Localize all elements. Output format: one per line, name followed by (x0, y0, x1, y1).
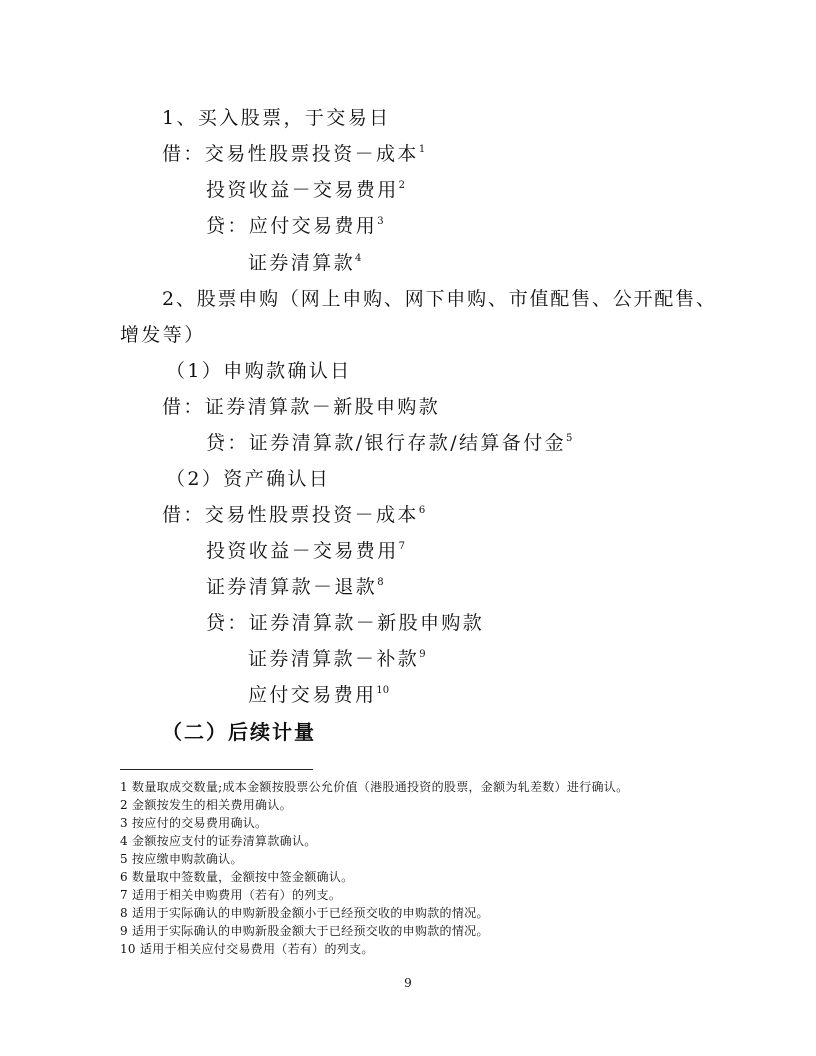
footnote-ref: 6 (418, 505, 426, 516)
footnote: 3 按应付的交易费用确认。 (120, 816, 268, 830)
footnote: 2 金额按发生的相关费用确认。 (120, 798, 292, 812)
footnote: 7 适用于相关申购费用（若有）的列支。 (120, 888, 342, 902)
credit-line: 贷：应付交易费用$^3$ (206, 215, 384, 237)
entry-heading-buy-stock: 1、买入股票，于交易日 (162, 107, 391, 129)
footnote: 6 数量取中签数量，金额按中签金额确认。 (120, 870, 354, 884)
footnote: 9 适用于实际确认的申购新股金额大于已经预交收的申购款的情况。 (120, 924, 489, 938)
footnote: 10 适用于相关应付交易费用（若有）的列支。 (120, 942, 374, 956)
credit-line: 证券清算款－补款$^9$ (248, 648, 426, 670)
footnote: 1 数量取成交数量;成本金额按股票公允价值（港股通投资的股票，金额为轧差数）进行确认。 (120, 780, 629, 794)
sub-heading-subscription-date: （1）申购款确认日 (166, 360, 352, 382)
footnote-ref: 3 (377, 216, 384, 227)
credit-line: 贷：证券清算款/银行存款/结算备付金$^5$ (206, 432, 573, 454)
entry-heading-ipo-subscription-cont: 增发等） (120, 324, 206, 346)
credit-line: 应付交易费用$^{10}$ (248, 684, 390, 706)
footnote: 8 适用于实际确认的申购新股金额小于已经预交收的申购款的情况。 (120, 906, 489, 920)
debit-line: 借：交易性股票投资－成本$^1$ (162, 143, 426, 165)
footnote-ref: 1 (418, 144, 426, 155)
credit-line: 贷：证券清算款－新股申购款 (206, 612, 485, 634)
debit-line: 证券清算款－退款$^8$ (206, 576, 384, 598)
footnote: 4 金额按应支付的证券清算款确认。 (120, 834, 317, 848)
footnote-ref: 4 (355, 253, 362, 264)
section-heading: （二）后续计量 (162, 720, 316, 744)
sub-heading-asset-recognition-date: （2）资产确认日 (166, 468, 331, 490)
entry-heading-ipo-subscription: 2、股票申购（网上申购、网下申购、市值配售、公开配售、 (162, 288, 717, 310)
footnote-ref: 10 (376, 685, 390, 696)
footnote-ref: 7 (398, 541, 405, 552)
footnote-ref: 8 (377, 577, 384, 588)
page-number: 9 (404, 976, 412, 990)
footnote-ref: 2 (398, 180, 405, 191)
credit-line: 证券清算款$^4$ (248, 252, 362, 274)
footnote-separator (120, 769, 313, 770)
debit-line: 借：交易性股票投资－成本$^6$ (162, 504, 426, 526)
debit-line: 投资收益－交易费用$^2$ (206, 179, 405, 201)
footnote-ref: 9 (419, 649, 426, 660)
footnote-ref: 5 (566, 433, 573, 444)
debit-line: 借：证券清算款－新股申购款 (162, 396, 441, 418)
debit-line: 投资收益－交易费用$^7$ (206, 540, 405, 562)
footnote: 5 按应缴申购款确认。 (120, 852, 243, 866)
